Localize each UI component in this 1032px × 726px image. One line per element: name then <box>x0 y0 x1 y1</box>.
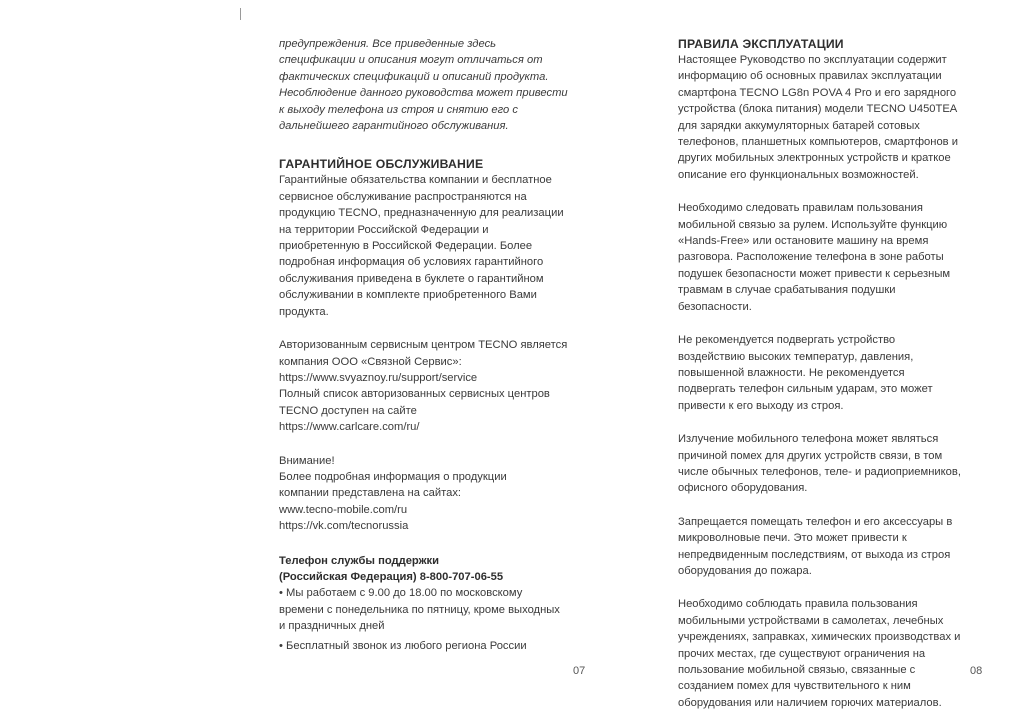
restricted-places-paragraph: Необходимо соблюдать правила пользования мобильными устройствами в самолетах, лечебных учреждениях, заправках, химических производствах и прочих местах, где существуют ограничения на пользование мобильной связью, связанные с созданием помех для чувствительного к ним оборудования или наличием горючих материалов. <box>678 598 961 709</box>
rules-intro-paragraph: Настоящее Руководство по эксплуатации содержит информацию об основных правилах эксплуатации смартфона TECNO LG8n POVA 4 Pro и его зарядного устройства (блока питания) модели TECNO U450TEA для зарядки аккумуляторных батарей сотовых телефонов, планшетных компьютеров, смартфонов и других мобильных электронных устройств и краткое описание его функциональных возможностей. <box>678 54 958 181</box>
radiation-paragraph: Излучение мобильного телефона может являться причиной помех для других устройств связи, в том числе обычных телефонов, теле- и радиоприемников, офисного оборудования. <box>678 433 961 495</box>
carlcare-link[interactable]: https://www.carlcare.com/ru/ <box>279 421 420 434</box>
warning-paragraph: предупреждения. Все приведенные здесь спецификации и описания могут отличаться от фактических спецификаций и описаний продукта. Несоблюдение данного руководства может привести к выходу телефона из строя и снятию его с дальнейшего гарантийного обслуживания. <box>279 38 568 133</box>
list-item: • Мы работаем с 9.00 до 18.00 по московскому времени с понедельника по пятницу, кроме выходных и праздничных дней <box>279 587 560 633</box>
warranty-heading: ГАРАНТИЙНОЕ ОБСЛУЖИВАНИЕ <box>279 157 484 172</box>
service-center-paragraph: Авторизованным сервисным центром TECNO является компания ООО «Связной Сервис»: https://www.svyaznoy.ru/support/service Полный список авторизованных сервисных центров TECNO доступен на сайте https://www.carlcare.com/ru/ <box>279 337 589 435</box>
page-edge-mark <box>240 8 241 20</box>
support-title: Телефон службы поддержки <box>279 554 440 567</box>
page-number-left: 07 <box>573 665 586 677</box>
attention-paragraph: Внимание! Более подробная информация о продукции компании представлена на сайтах: www.tecno-mobile.com/ru https://vk.com/tecnorussia <box>279 453 589 535</box>
warranty-paragraph: Гарантийные обязательства компании и бесплатное сервисное обслуживание распространяются на продукцию TECNO, предназначенную для реализации на территории Российской Федерации и приобретенную в Российской Федерации. Более подробная информация об условиях гарантийного обслуживания приведена в буклете о гарантийном обслуживании в комплекте приобретенного Вами продукта. <box>279 174 564 318</box>
microwave-paragraph: Запрещается помещать телефон и его аксессуары в микроволновые печи. Это может привести к непредвиденным последствиям, от выхода из строя оборудования до пожара. <box>678 515 953 577</box>
svyaznoy-link[interactable]: https://www.svyaznoy.ru/support/service <box>279 371 478 384</box>
driving-paragraph: Необходимо следовать правилам пользования мобильной связью за рулем. Используйте функцию «Hands-Free» или остановите машину на время разговора. Расположение телефона в зоне работы подушек безопасности может привести к серьезным травмам в случае срабатывания подушки безопасности. <box>678 202 951 313</box>
support-phone: (Российская Федерация) 8-800-707-06-55 <box>279 570 504 583</box>
right-text-column <box>678 36 1003 711</box>
right-page <box>516 0 1032 726</box>
tecno-site-link[interactable]: www.tecno-mobile.com/ru <box>279 503 408 516</box>
list-item: • Бесплатный звонок из любого региона России <box>279 639 527 652</box>
page-number-right: 08 <box>970 665 983 677</box>
vk-link[interactable]: https://vk.com/tecnorussia <box>279 520 409 533</box>
rules-heading: ПРАВИЛА ЭКСПЛУАТАЦИИ <box>678 37 844 51</box>
conditions-paragraph: Не рекомендуется подвергать устройство воздействию высоких температур, давления, повышенной влажности. Не рекомендуется подвергать телефон сильным ударам, это может привести к его выходу из строя. <box>678 334 933 412</box>
